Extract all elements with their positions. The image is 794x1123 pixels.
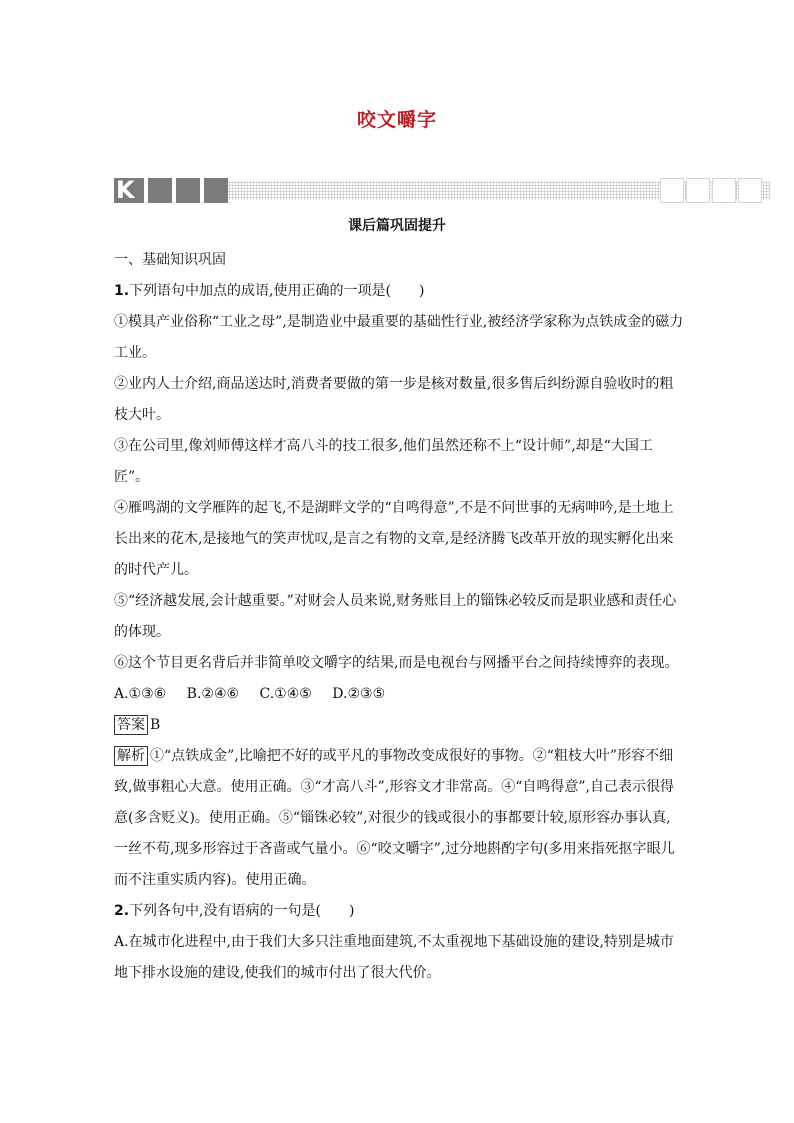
question-text: 下列语句中加点的成语,使用正确的一项是( )	[129, 283, 425, 299]
answer-tag: 答案	[114, 715, 148, 735]
answer-value: B	[150, 717, 161, 733]
sentence-item: ⑤“经济越发展,会计越重要。”对财会人员来说,财务账目上的锱铢必较反而是职业感和责任心的体现。	[114, 593, 677, 640]
option-d: D.②③⑤	[332, 686, 386, 702]
option-c: C.①④⑤	[259, 686, 312, 702]
section-heading: 一、基础知识巩固	[114, 252, 226, 268]
analysis-paragraph	[114, 741, 684, 896]
analysis-text: ①“点铁成金”,比喻把不好的或平凡的事物改变成很好的事物。②“粗枝大叶”形容不细致,做事粗心大意。使用正确。③“才高八斗”,形容文才非常高。④“自鸣得意”,自己表示很得意(多含贬义)。使用正确。⑤“锱铢必较”,对很少的钱或很小的事都要计较,原形容办事认真,一丝不苟,现多形容过于吝啬或气量小。⑥“咬文嚼字”,过分地斟酌字句(多用来指死抠字眼儿而不注重实质内容)。使用正确。	[114, 748, 675, 888]
banner-block	[176, 178, 200, 203]
analysis-tag: 解析	[114, 746, 148, 766]
section-banner	[114, 178, 762, 203]
question-2-stem	[114, 896, 684, 927]
banner-k-block	[114, 178, 144, 203]
banner-box	[712, 178, 736, 203]
question-1-stem	[114, 276, 684, 307]
section-subtitle: 课后篇巩固提升	[348, 218, 446, 234]
question-text: 下列各句中,没有语病的一句是( )	[129, 903, 355, 919]
option-b: B.②④⑥	[186, 686, 240, 702]
option-a: A.①③⑥	[114, 686, 167, 702]
answer-options	[114, 679, 684, 710]
sentence-item: ④雁鸣湖的文学雁阵的起飞,不是湖畔文学的“自鸣得意”,不是不问世事的无病呻吟,是土地上长出来的花木,是接地气的笑声忧叹,是言之有物的文章,是经济腾飞改革开放的现实孵化出来的时代产儿。	[114, 500, 674, 578]
banner-block	[148, 178, 172, 203]
banner-box	[686, 178, 710, 203]
banner-block	[204, 178, 228, 203]
option-a-text: A.在城市化进程中,由于我们大多只注重地面建筑,不太重视地下基础设施的建设,特别是城市地下排水设施的建设,使我们的城市付出了很大代价。	[114, 934, 674, 981]
banner-box	[660, 178, 684, 203]
sentence-item: ②业内人士介绍,商品送达时,消费者要做的第一步是核对数量,很多售后纠纷源自验收时的粗枝大叶。	[114, 376, 674, 423]
sentence-item: ⑥这个节目更名背后并非简单咬文嚼字的结果,而是电视台与网播平台之间持续博弈的表现。	[114, 655, 679, 671]
document-title: 咬文嚼字	[356, 109, 437, 131]
sentence-item: ①模具产业俗称“工业之母”,是制造业中最重要的基础性行业,被经济学家称为点铁成金的磁力工业。	[114, 314, 684, 361]
sentence-item: ③在公司里,像刘师傅这样才高八斗的技工很多,他们虽然还称不上“设计师”,却是“大国工匠”。	[114, 438, 653, 485]
question-number: 1.	[114, 283, 130, 299]
banner-box	[738, 178, 762, 203]
answer-line	[114, 710, 684, 741]
question-number: 2.	[114, 903, 130, 919]
banner-letter: K	[116, 176, 135, 204]
question-content	[114, 245, 684, 989]
